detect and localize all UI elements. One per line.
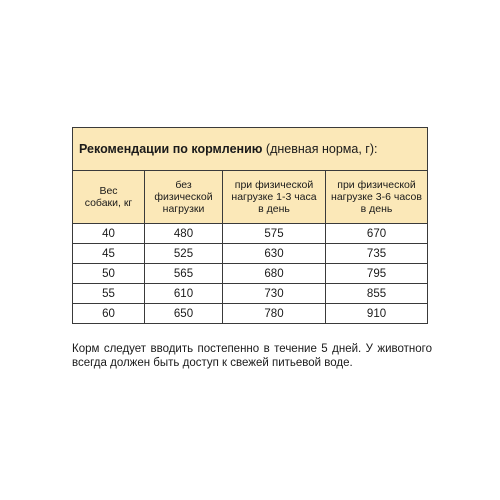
- header-line: нагрузке 3-6 часов: [331, 191, 422, 203]
- table-row: [73, 304, 428, 324]
- column-header-no-activity: [145, 171, 223, 224]
- cell-activity-1-3h: 730: [223, 284, 326, 304]
- header-line: нагрузке 1-3 часа: [231, 191, 317, 203]
- cell-weight: 50: [73, 264, 145, 284]
- header-line: Вес: [99, 185, 118, 197]
- header-line: в день: [258, 203, 290, 215]
- feeding-note: Корм следует вводить постепенно в течение 5 дней. У животного всегда должен быть доступ к свежей питьевой воде.: [72, 343, 432, 369]
- header-line: собаки, кг: [84, 197, 133, 209]
- table-row: [73, 224, 428, 244]
- cell-weight: 40: [73, 224, 145, 244]
- cell-activity-1-3h: 575: [223, 224, 326, 244]
- column-header-activity-3-6h: [326, 171, 428, 224]
- feeding-recommendations: [72, 127, 427, 324]
- cell-activity-3-6h: 670: [326, 224, 428, 244]
- cell-no-activity: 480: [145, 224, 223, 244]
- cell-no-activity: 525: [145, 244, 223, 264]
- column-header-weight: [73, 171, 145, 224]
- cell-weight: 55: [73, 284, 145, 304]
- table-row: [73, 264, 428, 284]
- header-line: при физической: [337, 179, 416, 191]
- cell-weight: 60: [73, 304, 145, 324]
- cell-activity-3-6h: 855: [326, 284, 428, 304]
- cell-no-activity: 650: [145, 304, 223, 324]
- header-line: без: [175, 179, 192, 191]
- cell-activity-3-6h: 795: [326, 264, 428, 284]
- cell-activity-3-6h: 735: [326, 244, 428, 264]
- cell-weight: 45: [73, 244, 145, 264]
- table-row: [73, 244, 428, 264]
- table-title-bold: Рекомендации по кормлению: [79, 142, 263, 156]
- cell-activity-3-6h: 910: [326, 304, 428, 324]
- cell-no-activity: 610: [145, 284, 223, 304]
- table-title: [73, 128, 428, 171]
- cell-activity-1-3h: 780: [223, 304, 326, 324]
- header-line: при физической: [234, 179, 314, 191]
- table-title-row: [73, 128, 428, 171]
- header-line: физической: [154, 191, 213, 203]
- header-line: нагрузки: [162, 203, 205, 215]
- cell-no-activity: 565: [145, 264, 223, 284]
- feeding-table: [72, 127, 428, 324]
- table-header-row: [73, 171, 428, 224]
- cell-activity-1-3h: 680: [223, 264, 326, 284]
- column-header-activity-1-3h: [223, 171, 326, 224]
- table-title-normal: (дневная норма, г):: [262, 142, 378, 156]
- table-row: [73, 284, 428, 304]
- header-line: в день: [360, 203, 393, 215]
- cell-activity-1-3h: 630: [223, 244, 326, 264]
